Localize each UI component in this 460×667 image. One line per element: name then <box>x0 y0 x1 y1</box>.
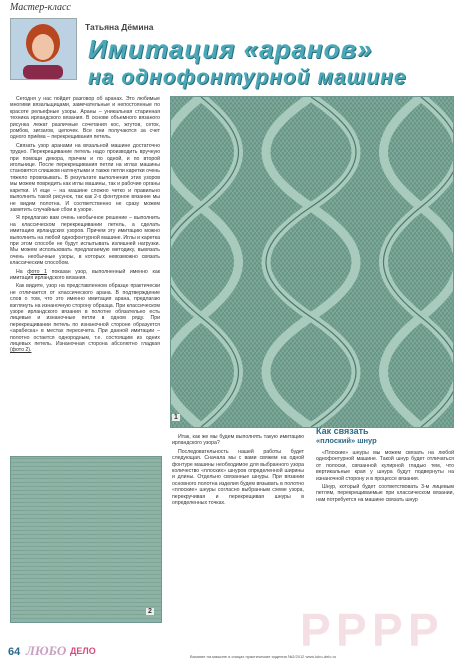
detail-paragraph: Как видите, узор на представленном образце практически не отличается от классического арана. В подтверждение слов о том, что это именно имитация арана, предлагаю взглянуть на изнаночную сторону образца. При классическом узоре ирландского вязания в полотне обязательно есть лицевые и изнаночные петли в одном ряду. При перекрещивании петель по изнаночной стороне образуется «арабеска» в местах пересечета. При данной имитации – полотно остается однородным, т.е. состоящим из одних лицевых петель. Изнаночная сторона абсолютно гладкая (фото 2). <box>10 283 160 354</box>
page-number: 64 <box>8 646 21 658</box>
section-rubric: Мастер-класс <box>10 2 71 13</box>
center-paragraph: Последовательность нашей работы будет следующая. Сначала мы с вами свяжем на одной фонтуре машины необходимое для выбранного узора количество «плоских» шнуров определенной ширины и длины. Отдельно связанные шнуры. При вязании основного полотна изделия будем вязывать в полотно «плоские» шнуры согласно выбранным схеме узора, перекручивая и перекрещивая шнуры в определенных точках. <box>172 448 304 507</box>
center-text-column <box>172 434 304 508</box>
magazine-logo: ЛЮБО <box>26 643 67 658</box>
svg-text:P: P <box>372 604 403 656</box>
sidebar-subheading: «плоский» шнур <box>316 436 377 445</box>
svg-text:P: P <box>300 604 331 656</box>
author-portrait <box>10 18 77 80</box>
center-paragraph: Итак, как же мы будем выполнять такую имитацию ирландского узора? <box>172 434 304 447</box>
intro-paragraph: Связать узор аранами на вязальной машине достаточно трудно. Перекрещивание петель надо производить вручную при помощи декора, причем и по одной, и по второй игольнице. После перекрещивания петли на иглах машины становятся слишком натянутыми и также петли каретки очень тяжело провязывать. В результате выполнения этих узоров мы можем повредить как иглы машины, так и рабочие органы каретки. И еще – на машине сложно четко и правильно выполнить такой рисунок, так как 2-х фонтурное вязание мы не видим полотна. И соответственно не сразу можем заметить случайные сбои в узоре. <box>10 142 160 213</box>
article-title: Имитация «аранов» <box>88 34 373 64</box>
sidebar-heading: Как связать <box>316 426 369 436</box>
photo-1-label: 1 <box>174 414 178 421</box>
footer-note: Вязание на машине и спицах практические изделия №2/2012 www.lubo-delo.ru <box>190 654 337 659</box>
sidebar-text-column <box>316 450 454 505</box>
svg-text:P: P <box>408 604 439 656</box>
article-subtitle: на однофонтурной машине <box>88 66 407 89</box>
sidebar-paragraph: «Плоские» шнуры мы можем связать на любой однофонтурной машине. Такой шнур будет отличаться от полоски, связанной кулирной гладью тем, что вертикальные края у шнура будут подвернуты на изнаночной сторону и в процессе вязания. <box>316 450 454 482</box>
intro-paragraph: Сегодня у нас пойдет разговор об аранах. Это любимые многими вязальщицами, замечательные и непостоянные по красоте рельефные узоры. Араны – уникальная старинная техника ирландского вязания. В основе объемного вязаного рисунка лежат различные сочетания кос, жгутов, сеток, ромбов, зигзагов, цепочек. Все они получаются за счет одного приёма – перекрещивания петель. <box>10 96 160 141</box>
photo-2-label: 2 <box>148 608 152 615</box>
sidebar-paragraph: Шнур, который будет соответствовать 3-м лицевым петлям, перекрещиваемые при классическом вязании, нам потребуется на машине связать шнур <box>316 484 454 503</box>
author-name: Татьяна Дёмина <box>85 22 154 32</box>
watermark-logo <box>296 590 456 660</box>
photo-reference-paragraph: На фото 1 показан узор, выполненный именно как имитация ирландского вязания. <box>10 268 160 281</box>
offer-paragraph: Я предлагаю вам очень необычное решение – выполнить на классическом перекрещивании петель, а сделать имитацию ирландских узоров. Причем эту имитацию можно выполнить на любой однофонтурной машине. Иглы и каретка при этом способе не будут испытывать излишней нагрузки. Мы можем использовать предлагаемую методику, вывязать очень необычные узоры, в которых невозможно связать классическим способом. <box>10 215 160 267</box>
knitted-sample-photo-back <box>10 456 162 623</box>
svg-text:P: P <box>336 604 367 656</box>
photo-1-reference: фото 1 <box>27 268 48 275</box>
knitted-sample-photo-front <box>170 96 454 428</box>
photo-2-reference: (фото 2). <box>10 347 32 354</box>
magazine-logo-word: ДЕЛО <box>70 646 96 656</box>
left-text-column <box>10 96 160 356</box>
